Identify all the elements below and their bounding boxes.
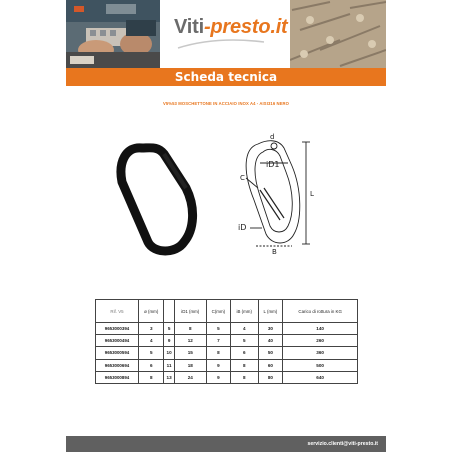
logo-swoosh-icon [176,38,266,50]
table-cell: 5 [164,323,174,335]
label-id1: iD1 [266,160,280,169]
table-cell-code: 9653000394 [96,323,139,335]
label-l: L [310,190,314,198]
table-cell: 40 [258,335,283,347]
table-cell: 24 [174,371,206,383]
table-cell: 11 [164,359,174,371]
table-cell: 13 [164,371,174,383]
table-cell: 18 [174,359,206,371]
table-cell: 8 [206,347,230,359]
table-cell: 15 [174,347,206,359]
product-title: V5%53 MOSCHETTONE IN ACCIAIO INOX A4 - AISI316 NERO [162,101,290,106]
table-row [96,347,358,359]
table-cell: 260 [283,335,358,347]
footer-email: servizio.clienti@viti-presto.it [307,441,378,447]
table-cell: 4 [139,335,164,347]
table-cell: 60 [258,359,283,371]
table-cell-code: 9653000694 [96,359,139,371]
table-cell: 50 [258,347,283,359]
table-cell: 9 [164,335,174,347]
table-header-cell: Rif. V5 [96,300,139,323]
table-cell: 4 [230,323,258,335]
table-header-cell [164,300,174,323]
table-cell: 8 [230,359,258,371]
table-cell: 6 [139,359,164,371]
table-header-cell: iD1 (mm) [174,300,206,323]
table-cell: 30 [258,323,283,335]
table-cell: 5 [206,323,230,335]
label-c: C [240,174,245,182]
table-header-cell: C(mm) [206,300,230,323]
table-header-cell: L (mm) [258,300,283,323]
table-cell: 6 [230,347,258,359]
header-photo-tools [66,0,160,68]
table-header-row [96,300,358,323]
table-cell: 7 [206,335,230,347]
brand-logo: Viti-presto.it [174,16,288,38]
technical-drawing [236,130,326,260]
table-row [96,335,358,347]
table-cell: 8 [230,371,258,383]
table-cell: 80 [258,371,283,383]
table-cell: 10 [164,347,174,359]
table-row [96,359,358,371]
spec-table [95,299,358,384]
label-b: B [272,248,277,256]
label-id: iD [238,223,247,232]
table-header-cell: iB (mm) [230,300,258,323]
table-cell: 3 [139,323,164,335]
header-photo-screws [290,0,386,68]
label-d: d [270,133,275,141]
table-row [96,371,358,383]
table-cell-code: 9653000594 [96,347,139,359]
page-title: Scheda tecnica [174,70,278,84]
table-cell: 9 [206,371,230,383]
table-cell-code: 9653000494 [96,335,139,347]
table-cell: 8 [174,323,206,335]
table-cell-code: 9653000894 [96,371,139,383]
table-cell: 500 [283,359,358,371]
table-row [96,323,358,335]
table-cell: 9 [206,359,230,371]
table-header-cell: ø (mm) [139,300,164,323]
carabiner-image [112,138,204,258]
table-cell: 5 [139,347,164,359]
table-cell: 5 [230,335,258,347]
table-cell: 640 [283,371,358,383]
table-cell: 8 [139,371,164,383]
table-cell: 12 [174,335,206,347]
table-cell: 140 [283,323,358,335]
table-header-cell: Carico di rottura in KG [283,300,358,323]
table-cell: 360 [283,347,358,359]
